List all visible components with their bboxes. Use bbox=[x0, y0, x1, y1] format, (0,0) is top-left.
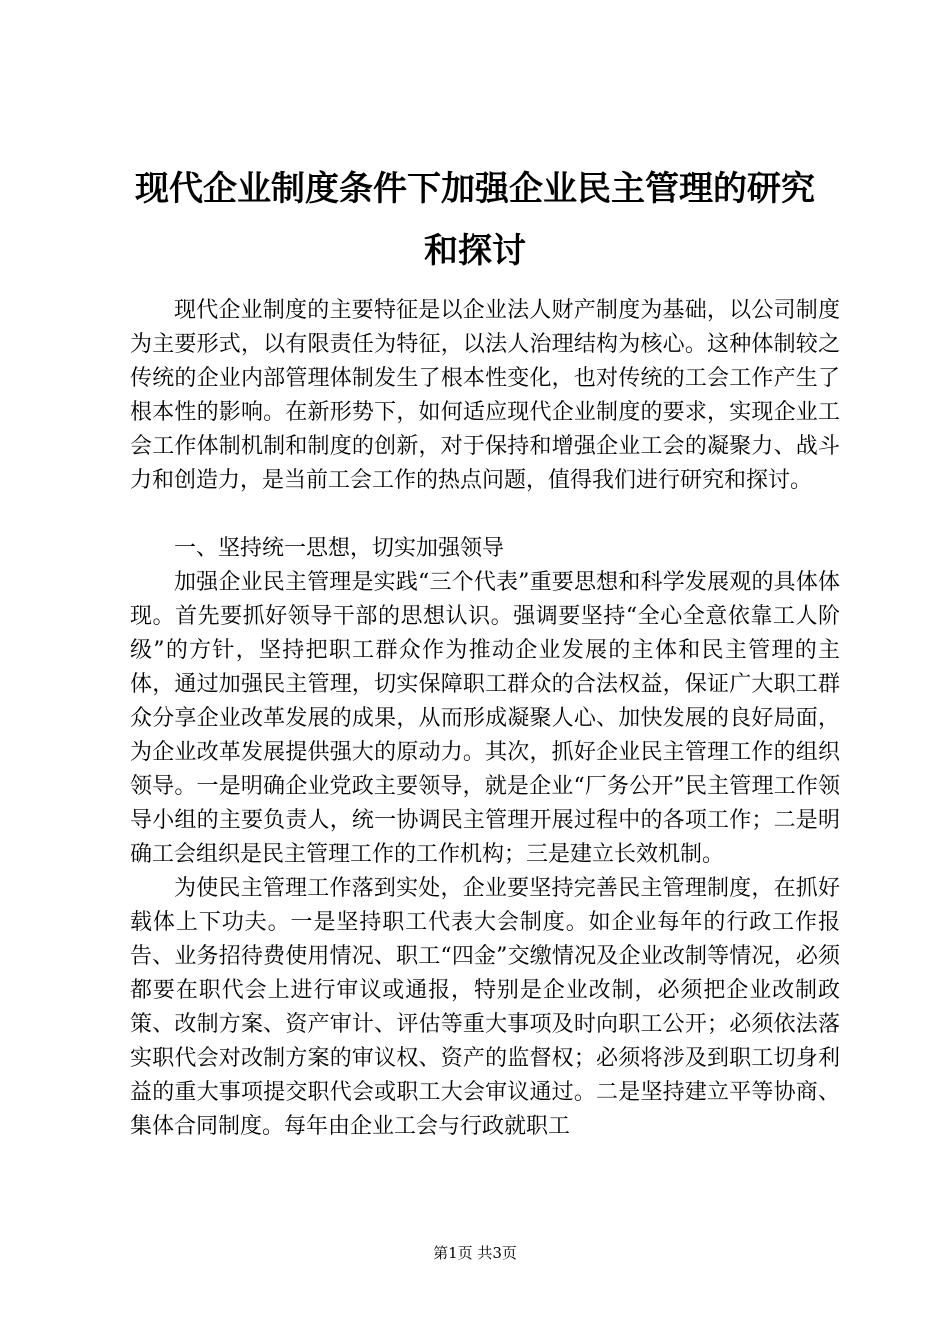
page-number-footer: 第1页 共3页 bbox=[433, 1244, 517, 1262]
section-heading-1: 一、坚持统一思想，切实加强领导 bbox=[174, 536, 505, 561]
paragraph-intro: 现代企业制度的主要特征是以企业法人财产制度为基础，以公司制度为主要形式，以有限责任为特征，以法人治理结构为核心。这种体制较之传统的企业内部管理体制发生了根本性变化，也对传统的工会工作产生了根本性的影响。在新形势下，如何适应现代企业制度的要求，实现企业工会工作体制机制和制度的创新，对于保持和增强企业工会的凝聚力、战斗力和创造力，是当前工会工作的热点问题，值得我们进行研究和探讨。 bbox=[130, 298, 840, 493]
paragraph-leadership: 加强企业民主管理是实践“三个代表”重要思想和科学发展观的具体体现。首先要抓好领导干部的思想认识。强调要坚持“全心全意依靠工人阶级”的方针，坚持把职工群众作为推动企业发展的主体和民主管理的主体，通过加强民主管理，切实保障职工群众的合法权益，保证广大职工群众分享企业改革发展的成果，从而形成凝聚人心、加快发展的良好局面，为企业改革发展提供强大的原动力。其次，抓好企业民主管理工作的组织领导。一是明确企业党政主要领导，就是企业“厂务公开”民主管理工作领导小组的主要负责人，统一协调民主管理开展过程中的各项工作；二是明确工会组织是民主管理工作的工作机构；三是建立长效机制。 bbox=[130, 570, 840, 867]
paragraph-system: 为使民主管理工作落到实处，企业要坚持完善民主管理制度，在抓好载体上下功夫。一是坚持职工代表大会制度。如企业每年的行政工作报告、业务招待费使用情况、职工“四金”交缴情况及企业改制等情况，必须都要在职代会上进行审议或通报，特别是企业改制，必须把企业改制政策、改制方案、资产审计、评估等重大事项及时向职工公开；必须依法落实职代会对改制方案的审议权、资产的监督权；必须将涉及到职工切身利益的重大事项提交职代会或职工大会审议通过。二是坚持建立平等协商、集体合同制度。每年由企业工会与行政就职工 bbox=[130, 876, 840, 1139]
document-body bbox=[130, 294, 840, 1144]
document-title: 现代企业制度条件下加强企业民主管理的研究和探讨 bbox=[135, 169, 815, 271]
